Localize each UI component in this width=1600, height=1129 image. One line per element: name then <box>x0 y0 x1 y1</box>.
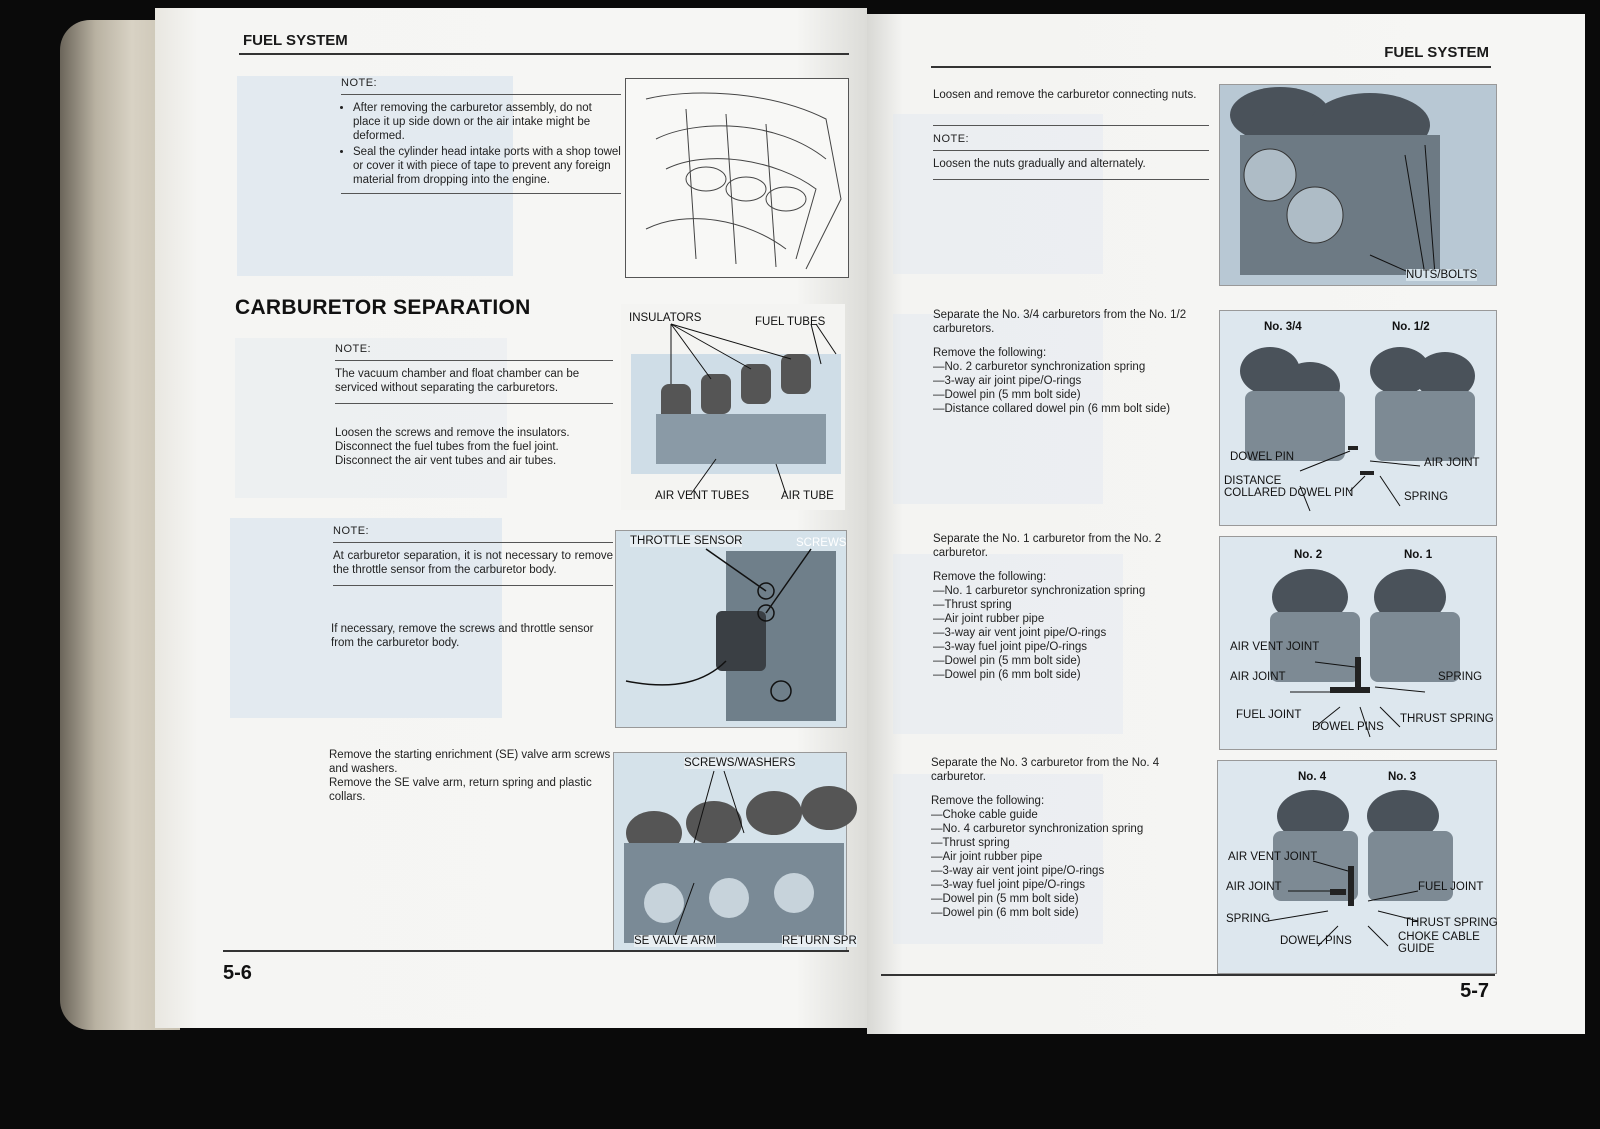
step-text <box>335 426 615 468</box>
remove-item: — 3-way air vent joint pipe/O-rings <box>933 626 1213 640</box>
page-number-right: 5-7 <box>1460 980 1489 1002</box>
label-return-spring: RETURN SPR <box>782 935 857 947</box>
label-throttle-sensor: THROTTLE SENSOR <box>630 535 743 547</box>
label-insulators: INSULATORS <box>629 312 702 324</box>
label-no-2: No. 2 <box>1294 549 1323 561</box>
divider <box>335 403 613 404</box>
label-screws-washers: SCREWS/WASHERS <box>684 757 796 769</box>
remove-item: — Dowel pin (5 mm bolt side) <box>931 892 1213 906</box>
divider <box>933 150 1209 151</box>
step-text: Loosen and remove the carburetor connecting nuts. <box>933 89 1197 101</box>
instruction-line: Remove the starting enrichment (SE) valve arm screws and washers. <box>329 749 611 775</box>
instruction-line: Remove the SE valve arm, return spring and plastic collars. <box>329 777 592 803</box>
remove-item: — Dowel pin (5 mm bolt side) <box>933 654 1213 668</box>
note-item: • Seal the cylinder head intake ports with a shop towel or cover it with piece of tape to prevent any foreign material from dropping into the engine. <box>353 145 621 187</box>
instruction-line: Disconnect the fuel tubes from the fuel joint. <box>335 441 559 453</box>
remove-item: — 3-way fuel joint pipe/O-rings <box>931 878 1213 892</box>
label-spring: SPRING <box>1438 671 1483 683</box>
label-nuts-bolts: NUTS/BOLTS <box>1406 269 1478 281</box>
label-air-joint: AIR JOINT <box>1424 457 1480 469</box>
remove-item: — Thrust spring <box>931 836 1213 850</box>
instruction-line: Separate the No. 1 carburetor from the No. 2 carburetor. <box>933 533 1162 559</box>
label-air-tube: AIR TUBE <box>781 490 834 502</box>
label-air-vent-joint: AIR VENT JOINT <box>1228 851 1318 863</box>
label-no-3-4: No. 3/4 <box>1264 321 1302 333</box>
remove-item: — Dowel pin (5 mm bolt side) <box>933 388 1213 402</box>
carburetor-3-4-separation-photo <box>1219 310 1497 526</box>
divider <box>333 585 613 586</box>
divider <box>335 360 613 361</box>
label-spring: SPRING <box>1226 913 1271 925</box>
left-page-header: FUEL SYSTEM <box>243 32 348 49</box>
note-box-1 <box>341 76 621 200</box>
left-footer-rule <box>223 950 849 952</box>
label-dowel-pins: DOWEL PINS <box>1280 935 1352 947</box>
label-air-vent-joint: AIR VENT JOINT <box>1230 641 1320 653</box>
remove-item: — Distance collared dowel pin (6 mm bolt side) <box>933 402 1213 416</box>
note-label: NOTE: <box>341 77 378 89</box>
divider <box>333 542 613 543</box>
remove-item: — Thrust spring <box>933 598 1213 612</box>
divider <box>341 94 621 95</box>
label-thrust-spring: THRUST SPRING <box>1400 713 1494 725</box>
connecting-nuts-photo <box>1219 84 1497 286</box>
step-text <box>933 308 1213 416</box>
note-text: Loosen the nuts gradually and alternately. <box>933 158 1146 170</box>
se-valve-arm-photo <box>613 752 857 952</box>
note-text: The vacuum chamber and float chamber can be serviced without separating the carburetors. <box>335 368 580 394</box>
step-text: If necessary, remove the screws and throttle sensor from the carburetor body. <box>331 623 594 649</box>
step-text <box>329 748 611 804</box>
remove-label: Remove the following: <box>933 571 1047 583</box>
right-page <box>867 14 1585 1034</box>
note-label: NOTE: <box>933 133 970 145</box>
remove-item: — No. 1 carburetor synchronization spring <box>933 584 1213 598</box>
instruction-line: Separate the No. 3 carburetor from the No. 4 carburetor. <box>931 757 1160 783</box>
insulators-photo <box>621 304 845 510</box>
label-no-1: No. 1 <box>1404 549 1433 561</box>
divider <box>933 179 1209 180</box>
remove-item: — 3-way air joint pipe/O-rings <box>933 374 1213 388</box>
remove-item: — Dowel pin (6 mm bolt side) <box>933 668 1213 682</box>
right-header-rule <box>931 66 1491 68</box>
label-dowel-pins: DOWEL PINS <box>1312 721 1384 733</box>
label-dowel-pin: DOWEL PIN <box>1230 451 1295 463</box>
remove-item: — 3-way fuel joint pipe/O-rings <box>933 640 1213 654</box>
left-page <box>155 8 867 1028</box>
note-item: • After removing the carburetor assembly, do not place it up side down or the air intake might be deformed. <box>353 101 621 143</box>
throttle-sensor-photo <box>615 530 847 728</box>
step-text <box>931 756 1213 920</box>
note-box-3 <box>333 524 613 592</box>
label-spring: SPRING <box>1404 491 1449 503</box>
label-no-4: No. 4 <box>1298 771 1327 783</box>
note-label: NOTE: <box>333 525 370 537</box>
label-fuel-tubes: FUEL TUBES <box>755 316 826 328</box>
remove-item: — No. 2 carburetor synchronization spring <box>933 360 1213 374</box>
right-footer-rule <box>881 974 1495 976</box>
note-box-right <box>933 122 1209 186</box>
instruction-line: Separate the No. 3/4 carburetors from the No. 1/2 carburetors. <box>933 309 1187 335</box>
page-number-left: 5-6 <box>223 962 252 984</box>
instruction-line: Loosen the screws and remove the insulators. <box>335 427 570 439</box>
engine-sketch-figure <box>625 78 849 278</box>
remove-item: — Choke cable guide <box>931 808 1213 822</box>
left-header-rule <box>239 53 849 55</box>
label-no-3: No. 3 <box>1388 771 1417 783</box>
remove-label: Remove the following: <box>931 795 1045 807</box>
note-box-2 <box>335 342 613 410</box>
label-thrust-spring: THRUST SPRING <box>1404 917 1498 929</box>
remove-item: — No. 4 carburetor synchronization spring <box>931 822 1213 836</box>
remove-item: — 3-way air vent joint pipe/O-rings <box>931 864 1213 878</box>
label-fuel-joint: FUEL JOINT <box>1418 881 1484 893</box>
label-air-joint: AIR JOINT <box>1226 881 1282 893</box>
label-choke-cable-guide: CHOKE CABLE GUIDE <box>1398 931 1480 955</box>
remove-label: Remove the following: <box>933 347 1047 359</box>
label-fuel-joint: FUEL JOINT <box>1236 709 1302 721</box>
note-text: At carburetor separation, it is not necessary to remove the throttle sensor from the carburetor body. <box>333 550 613 576</box>
label-no-1-2: No. 1/2 <box>1392 321 1430 333</box>
divider <box>341 193 621 194</box>
divider <box>933 125 1209 126</box>
carburetor-3-4-split-photo <box>1217 760 1497 974</box>
step-text <box>933 532 1213 682</box>
section-title: CARBURETOR SEPARATION <box>235 296 531 319</box>
label-distance-collared-dowel-pin: DISTANCE COLLARED DOWEL PIN <box>1224 475 1354 499</box>
remove-item: — Air joint rubber pipe <box>931 850 1213 864</box>
right-page-header: FUEL SYSTEM <box>1384 44 1489 61</box>
remove-item: — Dowel pin (6 mm bolt side) <box>931 906 1213 920</box>
label-screws: SCREWS <box>796 537 847 549</box>
label-air-joint: AIR JOINT <box>1230 671 1286 683</box>
carburetor-1-2-separation-photo <box>1219 536 1497 750</box>
remove-item: — Air joint rubber pipe <box>933 612 1213 626</box>
label-se-valve-arm: SE VALVE ARM <box>634 935 717 947</box>
instruction-line: Disconnect the air vent tubes and air tubes. <box>335 455 557 467</box>
label-air-vent-tubes: AIR VENT TUBES <box>655 490 750 502</box>
note-label: NOTE: <box>335 343 372 355</box>
